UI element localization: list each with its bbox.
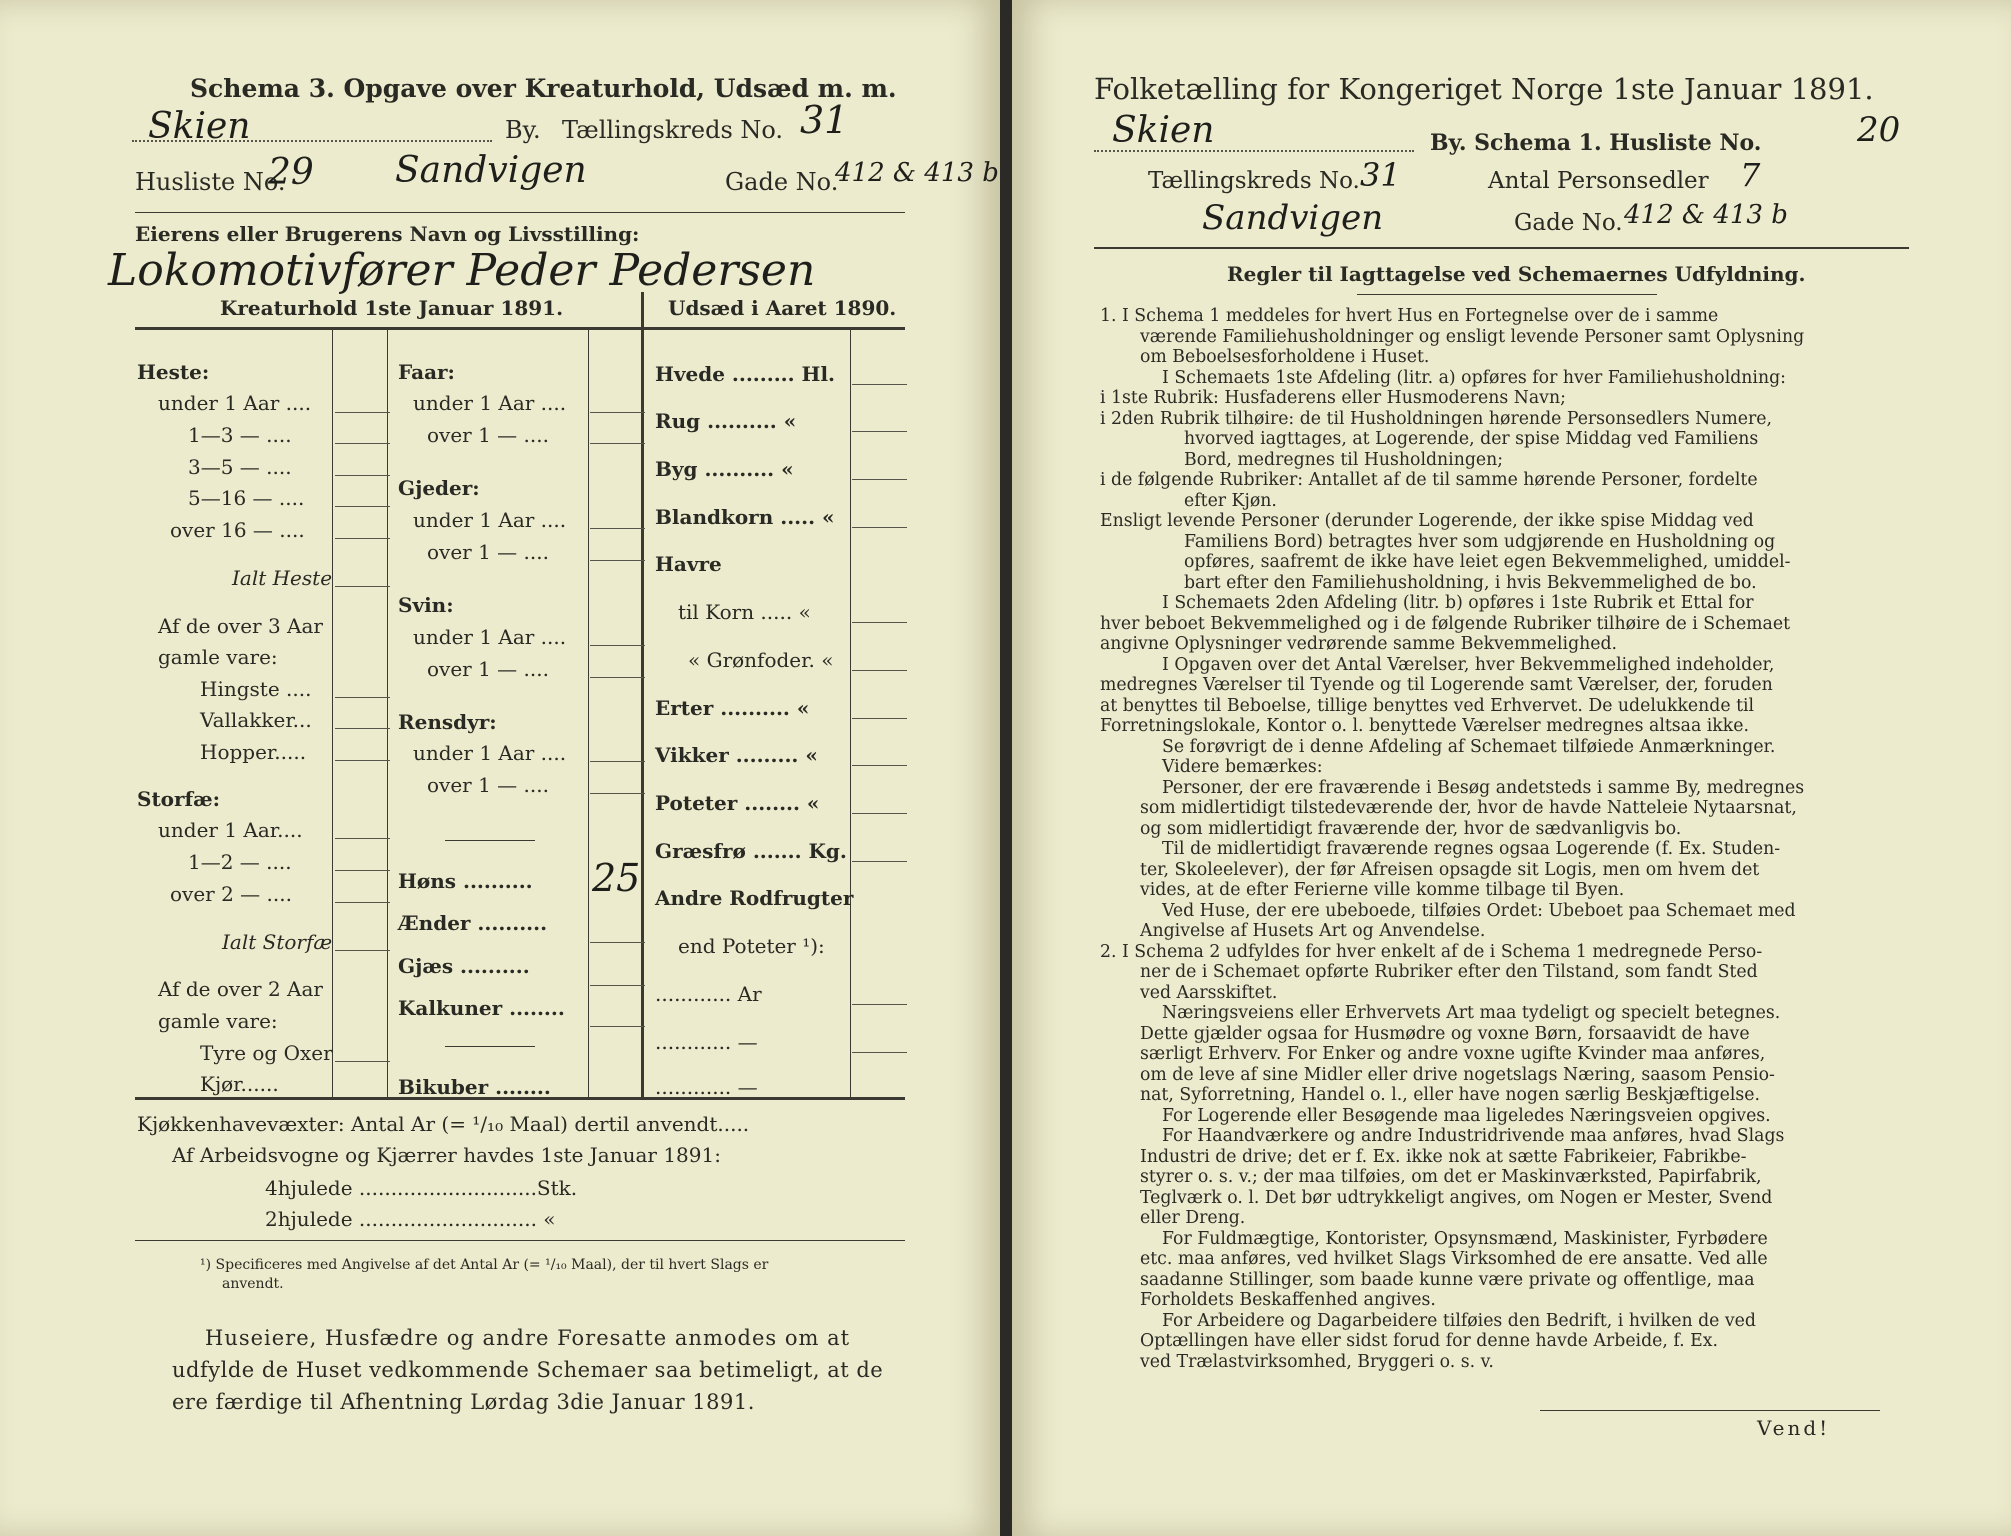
rule-line: angivne Oplysninger vedrørende samme Bekvemmelighed. xyxy=(1100,634,1618,654)
heste-row: 1—3 — .... xyxy=(188,423,292,447)
rule-line: medregnes Værelser til Tyende og til Logerende samt Værelser, der, foruden xyxy=(1100,675,1773,695)
rule-line: at benyttes til Beboelse, tillige benyttes ved Erhvervet. De udelukkende til xyxy=(1100,695,1755,716)
udsaed-row: ............ Ar xyxy=(655,982,762,1006)
heste-row: under 1 Aar .... xyxy=(158,391,312,415)
vend-label: Vend! xyxy=(1757,1416,1831,1440)
kreds-label: Tællingskreds No. xyxy=(1148,168,1360,194)
rule-line: værende Familiehusholdninger og ensligt levende Personer samt Oplysning xyxy=(1140,326,1805,347)
rule-line: Dette gjælder ogsaa for Husmødre og voxne Børn, forsaavidt de have xyxy=(1140,1023,1750,1044)
rensdyr-row: under 1 Aar .... xyxy=(413,741,567,765)
gade-label: Gade No. xyxy=(1514,210,1623,236)
heste-row: 5—16 — .... xyxy=(188,486,305,510)
husliste-value: 20 xyxy=(1857,110,1901,150)
kreds-value: 31 xyxy=(800,98,849,142)
gjeder-row: over 1 — .... xyxy=(427,540,549,564)
rule-line: bart efter den Familiehusholdning, i hvis Bekvemmelighed de bo. xyxy=(1184,572,1757,593)
rule-line: Optællingen have eller sidst forud for denne havde Arbeide, f. Ex. xyxy=(1140,1331,1718,1351)
heste-row: Vallakker... xyxy=(200,708,312,732)
kreds-label: Tællingskreds No. xyxy=(562,116,784,144)
rule-line: Til de midlertidigt fraværende regnes ogsaa Logerende (f. Ex. Studen- xyxy=(1162,839,1781,859)
rule-line: i de følgende Rubriker: Antallet af de til samme hørende Personer, fordelte xyxy=(1100,470,1758,490)
udsaed-row: Erter .......... « xyxy=(655,696,810,720)
faar-label: Faar: xyxy=(398,360,455,384)
udsaed-row: Byg .......... « xyxy=(655,457,794,481)
rule-line: I Schemaets 2den Afdeling (litr. b) opføres i 1ste Rubrik et Ettal for xyxy=(1162,593,1754,613)
udsaed-row: « Grønfoder. « xyxy=(688,648,834,672)
udsaed-row: ............ — xyxy=(655,1030,758,1054)
rule-line: I Schemaets 1ste Afdeling (litr. a) opføres for hver Familiehusholdning: xyxy=(1162,367,1786,388)
antal-value: 7 xyxy=(1740,156,1761,194)
kalkuner-row: Kalkuner ........ xyxy=(398,996,565,1020)
by-label: By. xyxy=(505,116,541,144)
rule-line: og som midlertidigt fraværende der, hvor de sædvanligvis bo. xyxy=(1140,818,1682,839)
rule-line: ner de i Schemaet opførte Rubriker efter den Tilstand, som fandt Sted xyxy=(1140,962,1758,982)
rule-line: 2. I Schema 2 udfyldes for hver enkelt af de i Schema 1 medregnede Perso- xyxy=(1100,941,1763,962)
rule-line: Angivelse af Husets Art og Anvendelse. xyxy=(1140,921,1486,941)
storfae-row: 1—2 — .... xyxy=(188,850,292,874)
col1-header: Kreaturhold 1ste Januar 1891. xyxy=(220,296,564,320)
rules-text xyxy=(1100,306,1890,1372)
kjokken-line: Kjøkkenhavevæxter: Antal Ar (= ¹/₁₀ Maal) dertil anvendt..... xyxy=(137,1112,750,1136)
rule-line: om de leve af sine Midler eller drive nogetslags Næring, saasom Pensio- xyxy=(1140,1064,1775,1085)
rule-line: vides, at de efter Ferierne ville komme tilbage til Byen. xyxy=(1140,880,1625,900)
rule-line: I Opgaven over det Antal Værelser, hver Bekvemmelighed indeholder, xyxy=(1162,654,1775,675)
faar-row: over 1 — .... xyxy=(427,423,549,447)
udsaed-row: ............ — xyxy=(655,1075,758,1099)
rule-line: ved Trælastvirksomhed, Bryggeri o. s. v. xyxy=(1140,1351,1494,1372)
heste-row: Hingste .... xyxy=(200,677,312,701)
right-page xyxy=(1012,0,2011,1536)
ialt-heste: Ialt Heste xyxy=(232,566,333,590)
rule-line: Forholdets Beskaffenhed angives. xyxy=(1140,1290,1436,1310)
heste-row: Af de over 3 Aar xyxy=(158,614,323,638)
rule-line: efter Kjøn. xyxy=(1184,490,1277,511)
rule-line: For Haandværkere og andre Industridrivende maa anføres, hvad Slags xyxy=(1162,1126,1785,1146)
footnote: anvendt. xyxy=(222,1276,284,1292)
udsaed-row: Andre Rodfrugter xyxy=(655,886,854,910)
hons-row: Høns .......... xyxy=(398,869,533,893)
rule-line: Se forøvrigt de i denne Afdeling af Schemaet tilføiede Anmærkninger. xyxy=(1162,736,1776,757)
rule-line: i 1ste Rubrik: Husfaderens eller Husmoderens Navn; xyxy=(1100,388,1566,408)
rule-line: nat, Syforretning, Handel o. l., eller have nogen særlig Beskjæftigelse. xyxy=(1140,1085,1760,1105)
storfae-row: over 2 — .... xyxy=(170,882,292,906)
schema-label: By. Schema 1. Husliste No. xyxy=(1430,130,1762,156)
storfae-row: under 1 Aar.... xyxy=(158,818,303,842)
rule-line: som midlertidigt tilstedeværende der, hvor de havde Natteleie Nytaarsnat, xyxy=(1140,798,1797,818)
street-value: Sandvigen xyxy=(1202,198,1384,238)
gade-value: 412 & 413 b xyxy=(1624,200,1788,230)
rule-line: Industri de drive; det er f. Ex. ikke nok at sætte Fabrikeier, Fabrikbe- xyxy=(1140,1146,1747,1167)
heste-label: Heste: xyxy=(137,360,210,384)
rule-line: ter, Skoleelever), der før Afreisen opsagde sit Logis, men om hvem det xyxy=(1140,859,1760,880)
heste-row: Hopper..... xyxy=(200,740,307,764)
by-value: Skien xyxy=(148,106,251,147)
rule-line: om Beboelsesforholdene i Huset. xyxy=(1140,347,1430,367)
rule-line: Familiens Bord) betragtes hver som udgjørende en Husholdning og xyxy=(1184,531,1776,552)
rule-line: Personer, der ere fraværende i Besøg andetsteds i samme By, medregnes xyxy=(1162,777,1805,798)
rule-line: Forretningslokale, Kontor o. l. benyttede Værelser medregnes altsaa ikke. xyxy=(1100,716,1749,736)
rule-line: Bord, medregnes til Husholdningen; xyxy=(1184,449,1504,470)
udsaed-row: Blandkorn ..... « xyxy=(655,505,835,529)
col2-header: Udsæd i Aaret 1890. xyxy=(668,296,897,320)
rule-line: saadanne Stillinger, som baade kunne være private og offentlige, maa xyxy=(1140,1269,1755,1290)
rules-title: Regler til Iagttagelse ved Schemaernes Udfyldning. xyxy=(1227,262,1806,286)
svin-label: Svin: xyxy=(398,593,454,617)
gjeder-row: under 1 Aar .... xyxy=(413,508,567,532)
udsaed-row: Hvede ......... Hl. xyxy=(655,362,835,386)
rule-line: etc. maa anføres, ved hvilket Slags Virksomhed de ere ansatte. Ved alle xyxy=(1140,1249,1768,1269)
rule-line: særligt Erhverv. For Enker og andre voxne ugifte Kvinder maa anføres, xyxy=(1140,1044,1766,1064)
udsaed-row: Havre xyxy=(655,552,722,576)
rule-line: Ensligt levende Personer (derunder Logerende, der ikke spise Middag ved xyxy=(1100,511,1754,531)
gade-value: 412 & 413 b xyxy=(835,158,999,188)
udsaed-row: Poteter ........ « xyxy=(655,791,820,815)
street-value: Sandvigen xyxy=(395,150,587,191)
rule-line: hver beboet Bekvemmelighed og i de følgende Rubriker tilhøire de i Schemaet xyxy=(1100,613,1791,634)
aender-row: Ænder .......... xyxy=(398,911,548,935)
udsaed-row: end Poteter ¹): xyxy=(678,934,825,958)
rule-line: Næringsveiens eller Erhvervets Art maa tydeligt og specielt betegnes. xyxy=(1162,1003,1781,1023)
rule-line: For Logerende eller Besøgende maa ligeledes Næringsveien opgives. xyxy=(1162,1105,1771,1126)
by-value: Skien xyxy=(1112,110,1215,151)
notice-line: ere færdige til Afhentning Lørdag 3die Januar 1891. xyxy=(172,1390,755,1414)
hjul4-line: 4hjulede ............................Stk. xyxy=(265,1176,578,1200)
rule-line: For Arbeidere og Dagarbeidere tilføies den Bedrift, i hvilken de ved xyxy=(1162,1310,1756,1331)
rule-line: 1. I Schema 1 meddeles for hvert Hus en Fortegnelse over de i samme xyxy=(1100,306,1719,326)
udsaed-row: Græsfrø ....... Kg. xyxy=(655,839,847,863)
faar-row: under 1 Aar .... xyxy=(413,391,567,415)
notice-line: Huseiere, Husfædre og andre Foresatte anmodes om at xyxy=(205,1326,851,1350)
footnote: ¹) Specificeres med Angivelse af det Antal Ar (= ¹/₁₀ Maal), der til hvert Slags er xyxy=(200,1257,769,1273)
rule-line: styrer o. s. v.; der maa tilføies, om det er Maskinværksted, Papirfabrik, xyxy=(1140,1167,1762,1187)
rensdyr-row: over 1 — .... xyxy=(427,773,549,797)
husliste-label: Husliste No. xyxy=(135,168,286,196)
storfae-row: Tyre og Oxer xyxy=(200,1041,333,1065)
schema3-title: Schema 3. Opgave over Kreaturhold, Udsæd m. m. xyxy=(190,74,897,103)
rule-line: hvorved iagttages, at Logerende, der spise Middag ved Familiens xyxy=(1184,429,1759,449)
rule-line: For Fuldmægtige, Kontorister, Opsynsmænd, Maskinister, Fyrbødere xyxy=(1162,1228,1768,1249)
husliste-value: 29 xyxy=(268,152,314,193)
rensdyr-label: Rensdyr: xyxy=(398,710,497,734)
gade-label: Gade No. xyxy=(725,168,839,196)
hons-value: 25 xyxy=(592,856,641,900)
storfae-label: Storfæ: xyxy=(137,787,221,811)
svin-row: over 1 — .... xyxy=(427,657,549,681)
udsaed-row: til Korn ..... « xyxy=(678,600,811,624)
udsaed-row: Rug .......... « xyxy=(655,409,797,433)
left-page xyxy=(0,0,1000,1536)
svin-row: under 1 Aar .... xyxy=(413,625,567,649)
rule-line: eller Dreng. xyxy=(1140,1208,1246,1228)
heste-row: over 16 — .... xyxy=(170,518,305,542)
census-title: Folketælling for Kongeriget Norge 1ste Januar 1891. xyxy=(1094,72,1874,106)
storfae-row: Kjør...... xyxy=(200,1072,279,1096)
antal-label: Antal Personsedler xyxy=(1488,168,1709,194)
heste-row: 3—5 — .... xyxy=(188,455,292,479)
rule-line: opføres, saafremt de ikke have leiet egen Bekvemmelighed, umiddel- xyxy=(1184,552,1791,572)
rule-line: Teglværk o. l. Det bør udtrykkeligt angives, om Nogen er Mester, Svend xyxy=(1140,1187,1773,1208)
rule-line: ved Aarsskiftet. xyxy=(1140,982,1278,1003)
vogne-line: Af Arbeidsvogne og Kjærrer havdes 1ste Januar 1891: xyxy=(172,1143,721,1167)
owner-label: Eierens eller Brugerens Navn og Livsstilling: xyxy=(135,222,640,246)
kreds-value: 31 xyxy=(1360,156,1401,194)
rule-line: Videre bemærkes: xyxy=(1162,757,1323,777)
rule-line: Ved Huse, der ere ubeboede, tilføies Ordet: Ubeboet paa Schemaet med xyxy=(1162,900,1796,921)
gjaes-row: Gjæs .......... xyxy=(398,954,530,978)
heste-row: gamle vare: xyxy=(158,645,278,669)
storfae-row: gamle vare: xyxy=(158,1009,278,1033)
owner-value: Lokomotivfører Peder Pedersen xyxy=(108,245,816,296)
bikuber-row: Bikuber ........ xyxy=(398,1075,551,1099)
gjeder-label: Gjeder: xyxy=(398,476,480,500)
udsaed-row: Vikker ......... « xyxy=(655,743,818,767)
notice-line: udfylde de Huset vedkommende Schemaer saa betimeligt, at de xyxy=(172,1358,884,1382)
storfae-row: Af de over 2 Aar xyxy=(158,977,323,1001)
ialt-storfae: Ialt Storfæ xyxy=(222,930,333,954)
rule-line: i 2den Rubrik tilhøire: de til Husholdningen hørende Personsedlers Numere, xyxy=(1100,408,1772,429)
hjul2-line: 2hjulede ............................ « xyxy=(265,1207,556,1231)
